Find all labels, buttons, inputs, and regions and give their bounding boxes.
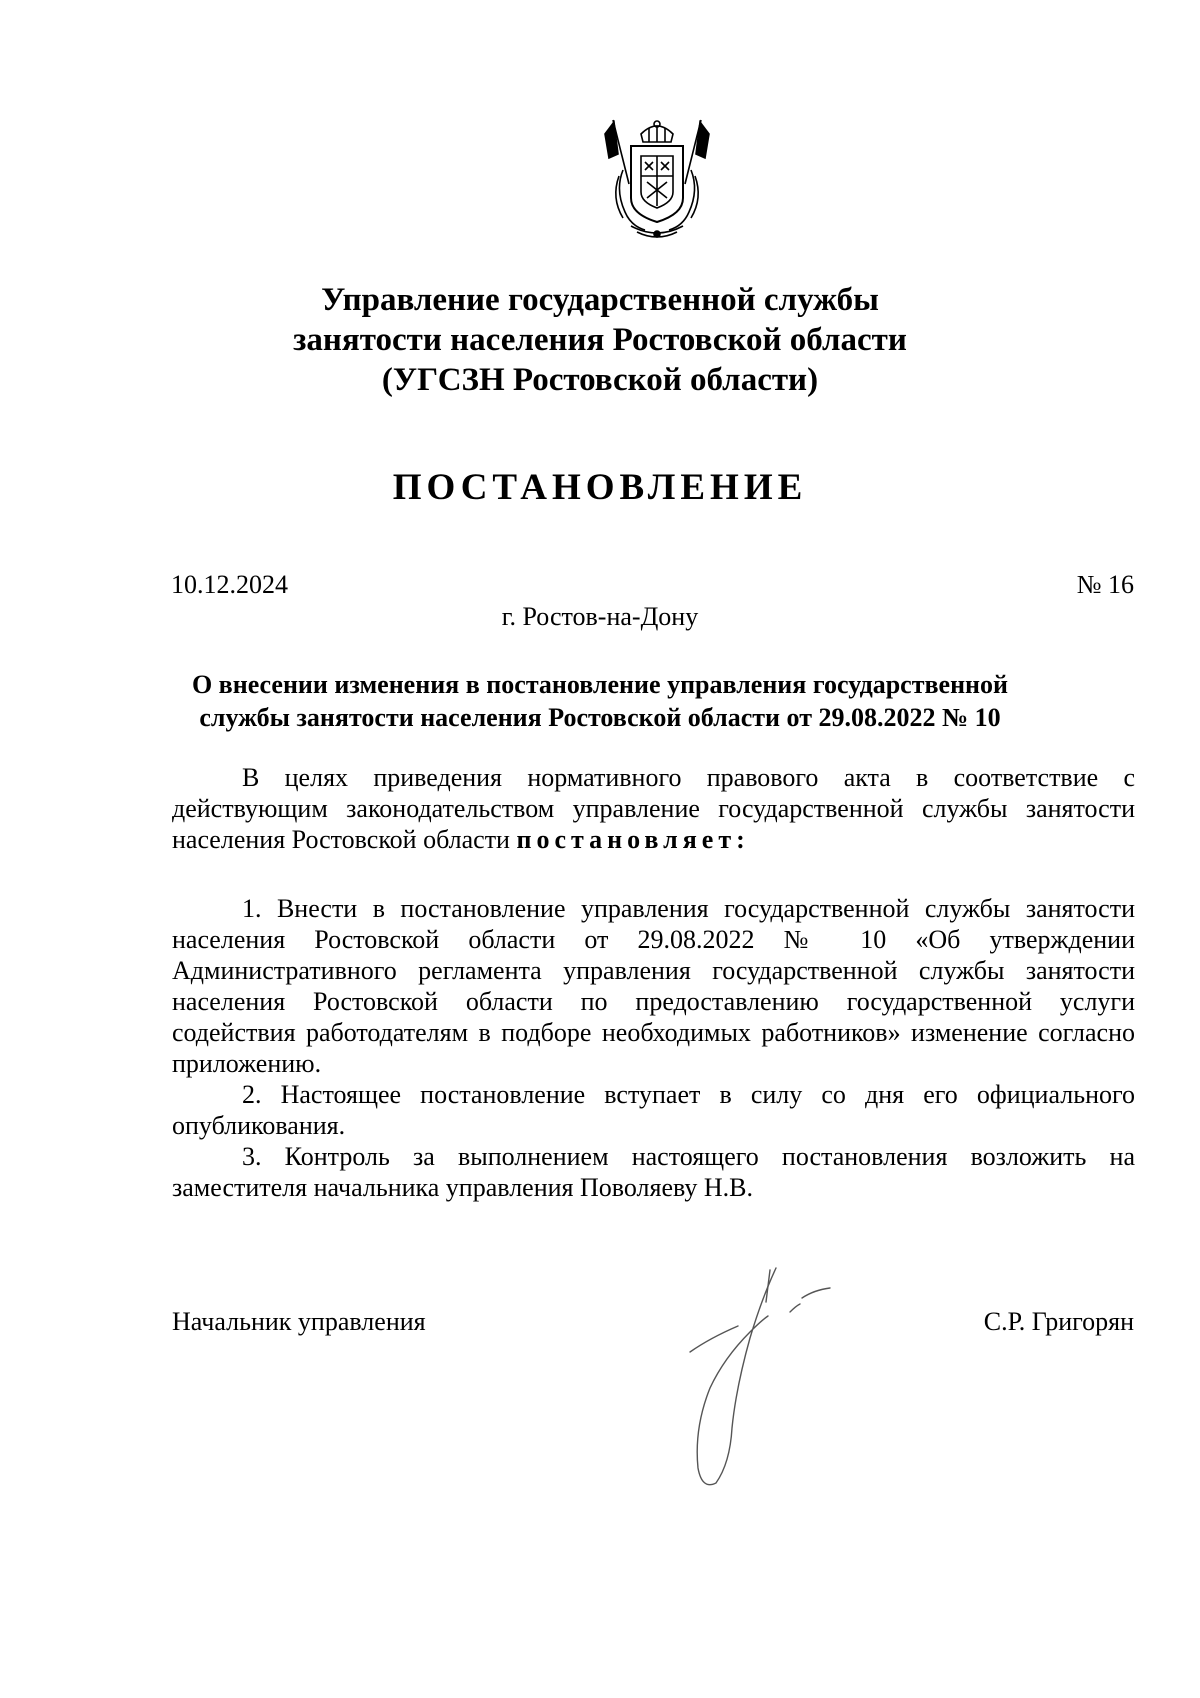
signer-name: С.Р. Григорян — [983, 1307, 1134, 1336]
organization-name — [0, 280, 1200, 400]
resolution-item-1: 1. Внести в постановление управления государственной службы занятости населения Ростовской области от 29.08.2022 № 10 «Об утверждении Административного регламента управления государственной службы занятости населения Ростовской области по предоставлению государственной услуги содействия работодателям в подборе необходимых работников» изменение согласно приложению. — [172, 894, 1135, 1078]
document-city: г. Ростов-на-Дону — [501, 602, 699, 631]
document-date: 10.12.2024 — [171, 570, 288, 599]
org-line-2: занятости населения Ростовской области — [293, 322, 907, 358]
org-line-1: Управление государственной службы — [321, 282, 879, 318]
subject-line-1: О внесении изменения в постановление управления государственной — [191, 670, 1009, 699]
document-subject — [0, 668, 1200, 734]
resolution-items — [172, 893, 1135, 1203]
handwritten-signature — [650, 1258, 840, 1498]
intro-keyword: постановляет: — [516, 825, 750, 854]
intro-paragraph — [172, 762, 1135, 855]
intro-text: В целях приведения нормативного правового акта в соответствие с действующим законодательством управление государственной службы занятости населения Ростовской области — [172, 763, 1135, 854]
document-number: № 16 — [1076, 570, 1134, 599]
document-type-heading: ПОСТАНОВЛЕНИЕ — [392, 467, 808, 508]
coat-of-arms-emblem — [601, 114, 713, 242]
signer-title: Начальник управления — [172, 1307, 426, 1336]
resolution-item-3: 3. Контроль за выполнением настоящего постановления возложить на заместителя начальника управления Поволяеву Н.В. — [172, 1142, 1135, 1202]
subject-line-2: службы занятости населения Ростовской области от 29.08.2022 № 10 — [199, 703, 1001, 732]
org-line-3: (УГСЗН Ростовской области) — [381, 362, 819, 398]
resolution-item-2: 2. Настоящее постановление вступает в силу со дня его официального опубликования. — [172, 1080, 1135, 1140]
